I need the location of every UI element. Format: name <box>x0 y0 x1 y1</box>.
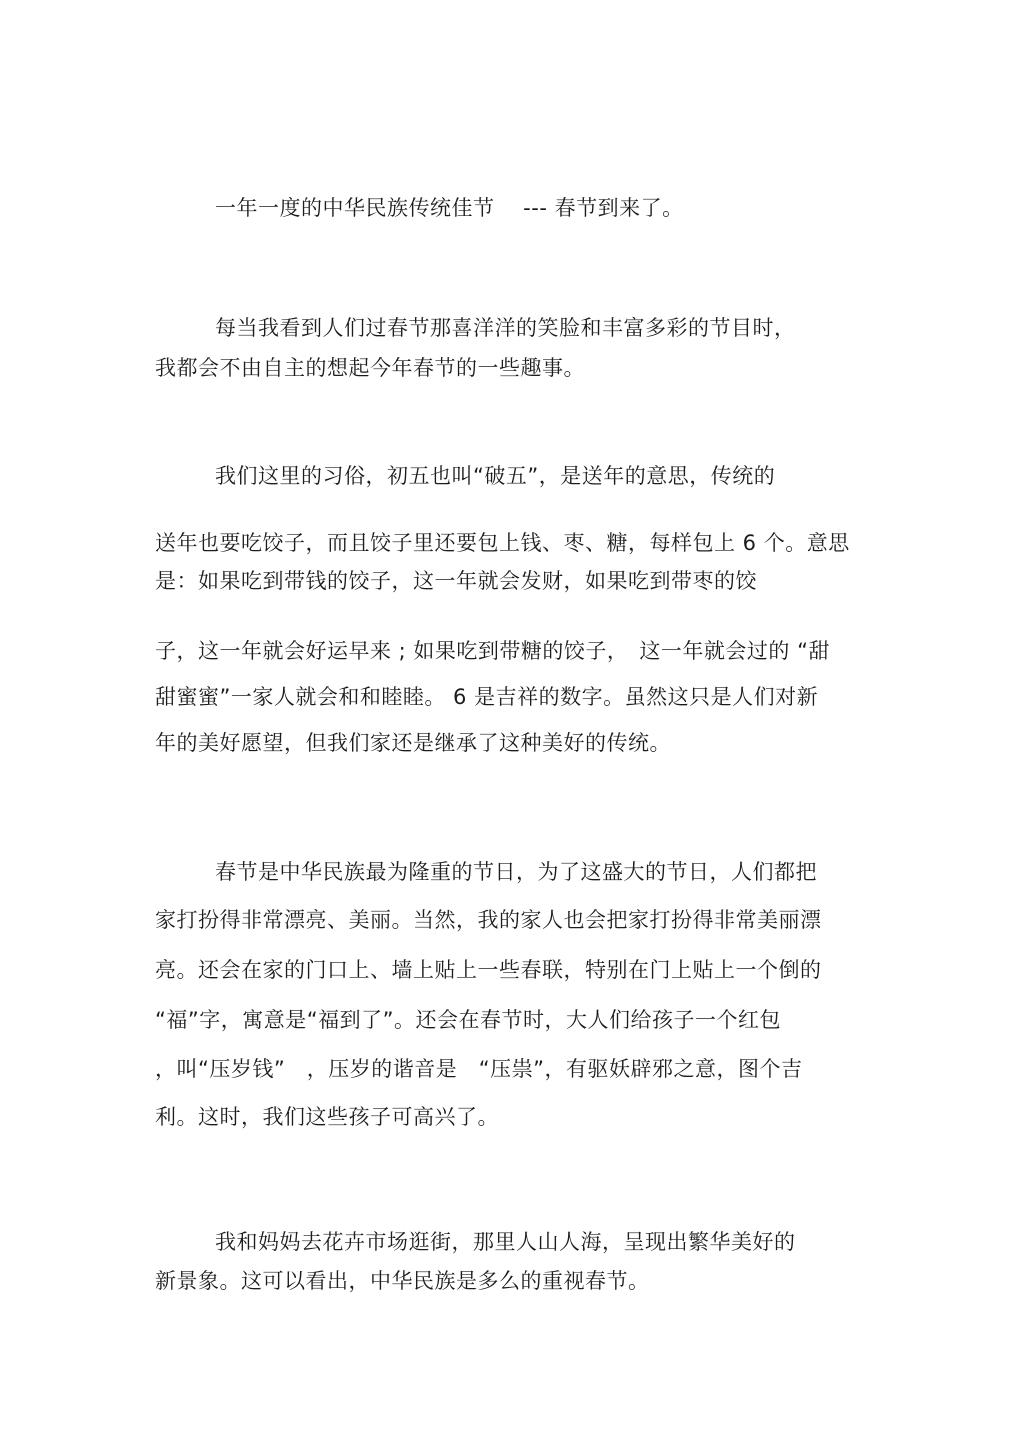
text-line: ，叫“压岁钱” ，压岁的谐音是 “压祟”，有驱妖辟邪之意，图个吉 <box>155 1057 803 1081</box>
text-line: 送年也要吃饺子，而且饺子里还要包上钱、枣、糖，每样包上 6 个。意思 <box>155 531 850 555</box>
text-line: 每当我看到人们过春节那喜洋洋的笑脸和丰富多彩的节目时， <box>215 316 796 340</box>
text-line: 新景象。这可以看出，中华民族是多么的重视春节。 <box>155 1269 650 1293</box>
text-line: 春节是中华民族最为隆重的节日，为了这盛大的节日，人们都把 <box>215 860 817 884</box>
text-line: 我都会不由自主的想起今年春节的一些趣事。 <box>155 356 585 380</box>
text-line: 年的美好愿望，但我们家还是继承了这种美好的传统。 <box>155 731 671 755</box>
text-line: 家打扮得非常漂亮、美丽。当然，我的家人也会把家打扮得非常美丽漂 <box>155 908 822 932</box>
text-line: 我和妈妈去花卉市场逛街，那里人山人海，呈现出繁华美好的 <box>215 1230 796 1254</box>
text-line: 我们这里的习俗，初五也叫“破五”，是送年的意思，传统的 <box>215 464 776 488</box>
text-line: 是：如果吃到带钱的饺子，这一年就会发财，如果吃到带枣的饺 <box>155 569 757 593</box>
text-line: 子，这一年就会好运早来 ; 如果吃到带糖的饺子， 这一年就会过的 “甜 <box>155 639 830 663</box>
text-line: 甜蜜蜜”一家人就会和和睦睦。 6 是吉祥的数字。虽然这只是人们对新 <box>155 685 819 709</box>
text-line: 利。这时，我们这些孩子可高兴了。 <box>155 1105 499 1129</box>
text-line: “福”字，寓意是“福到了”。还会在春节时，大人们给孩子一个红包 <box>155 1008 782 1032</box>
text-line: 亮。还会在家的门口上、墙上贴上一些春联，特别在门上贴上一个倒的 <box>155 958 822 982</box>
text-line: 一年一度的中华民族传统佳节 --- 春节到来了。 <box>215 196 684 220</box>
